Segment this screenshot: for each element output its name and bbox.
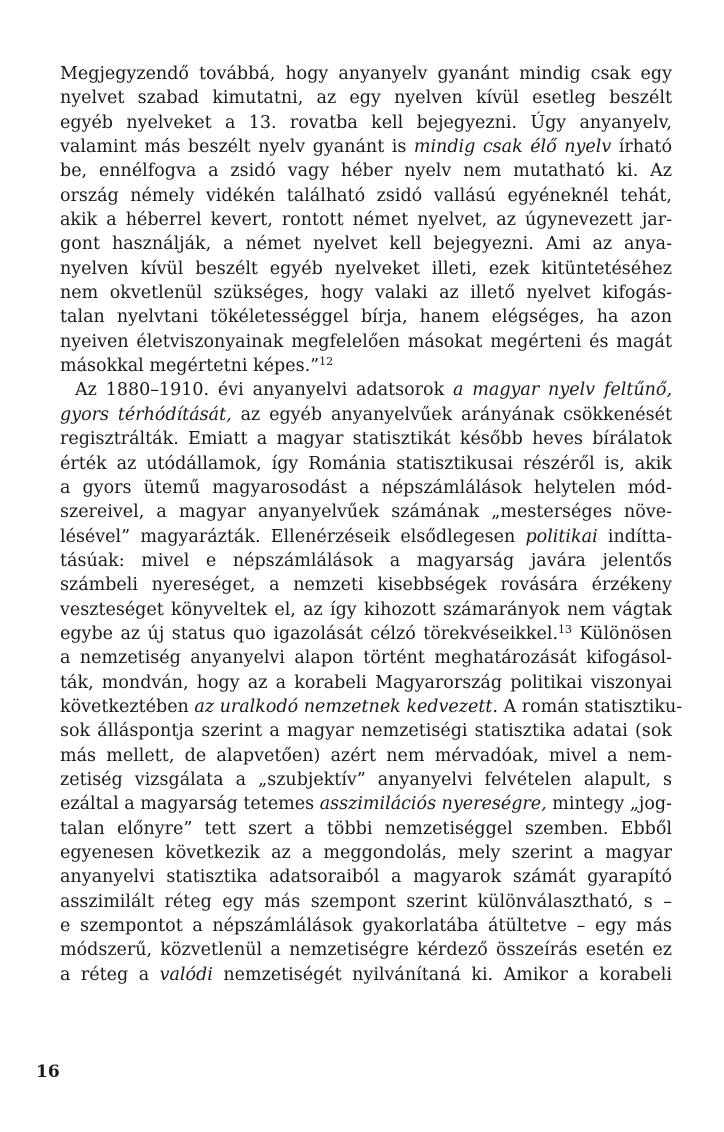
text-line: ták, mondván, hogy az a korabeli Magyarország politikai viszonyai xyxy=(60,672,672,693)
text-line: Az 1880–1910. évi anyanyelvi adatsorok a magyar nyelv feltűnő, xyxy=(75,380,673,401)
text-line: e szempontot a népszámlálások gyakorlatába átültetve – egy más xyxy=(60,916,672,937)
text-line: más mellett, de alapvetően) azért nem mérvadóak, mivel a nem- xyxy=(60,745,672,766)
text-line: másokkal megértetni képes.”$^{12}$ xyxy=(60,355,334,377)
text-line: regisztrálták. Emiatt a magyar statisztikát később heves bírálatok xyxy=(60,429,672,450)
text-line: asszimilált réteg egy más szempont szerint különválasztható, s – xyxy=(60,891,672,912)
text-line: nem okvetlenül szükséges, hogy valaki az illető nyelvet kifogás- xyxy=(60,283,672,304)
text-line: módszerű, közvetlenül a nemzetiségre kérdező összeírás esetén ez xyxy=(60,940,672,961)
text-line: érték az utódállamok, így Románia statisztikusai részéről is, akik xyxy=(60,453,672,474)
text-line: ország némely vidékén található zsidó vallású egyéneknél tehát, xyxy=(60,185,672,206)
page-number: 16 xyxy=(36,1062,60,1082)
text-line: számbeli nyereséget, a nemzeti kisebbségek rovására érzékeny xyxy=(60,575,672,596)
text-line: be, ennélfogva a zsidó vagy héber nyelv nem mutatható ki. Az xyxy=(60,161,672,182)
text-line: egyenesen következik az a meggondolás, mely szerint a magyar xyxy=(60,843,672,863)
text-line: gont használják, a német nyelvet kell bejegyezni. Ami az anya- xyxy=(60,234,672,255)
text-line: a réteg a valódi nemzetiségét nyilvánítaná ki. Amikor a korabeli xyxy=(60,964,672,985)
body-text xyxy=(60,62,683,987)
text-line: akik a héberrel kevert, rontott német nyelvet, az úgynevezett jar- xyxy=(60,210,672,231)
text-line: nyelvet szabad kimutatni, az egy nyelven kívül esetleg beszélt xyxy=(60,88,672,109)
text-line: nyelven kívül beszélt egyéb nyelveket illeti, ezek kitüntetéséhez xyxy=(60,258,672,279)
text-line: valamint más beszélt nyelv gyanánt is mindig csak élő nyelv írható xyxy=(60,137,672,158)
text-line: lésével” magyarázták. Ellenérzéseik elsődlegesen politikai indítta- xyxy=(60,526,672,547)
text-line: veszteséget könyveltek el, az így kihozott számarányok nem vágtak xyxy=(60,599,672,620)
text-line: nyeiven életviszonyainak megfelelően másokat megérteni és magát xyxy=(60,331,672,352)
text-line: zetiség vizsgálata a „szubjektív” anyanyelvi felvételen alapult, s xyxy=(60,769,672,790)
text-line: egybe az új status quo igazolását célzó törekvéseikkel.$^{13}$ Különösen xyxy=(60,622,672,644)
text-line: gyors térhódítását, az egyéb anyanyelvűek arányának csökkenését xyxy=(60,404,672,425)
text-line: a nemzetiség anyanyelvi alapon történt meghatározását kifogásol- xyxy=(60,648,672,669)
text-line: sok álláspontja szerint a magyar nemzetiségi statisztika adatai (sok xyxy=(60,721,672,742)
text-line: ezáltal a magyarság tetemes asszimilációs nyereségre, mintegy „jog- xyxy=(60,794,672,815)
text-line: Megjegyzendő továbbá, hogy anyanyelv gyanánt mindig csak egy xyxy=(60,64,672,84)
text-line: egyéb nyelveket a 13. rovatba kell bejegyezni. Úgy anyanyelv, xyxy=(60,112,672,133)
text-line: talan nyelvtani tökéletességgel bírja, hanem elégséges, ha azon xyxy=(60,307,672,328)
text-line: a gyors ütemű magyarosodást a népszámlálások helytelen mód- xyxy=(60,477,672,498)
text-line: következtében az uralkodó nemzetnek kedvezett. A román statisztiku- xyxy=(60,696,683,717)
text-line: tásúak: mivel e népszámlálások a magyarság javára jelentős xyxy=(60,550,672,571)
text-line: anyanyelvi statisztika adatsoraiból a magyarok számát gyarapító xyxy=(60,867,672,888)
text-line: szereivel, a magyar anyanyelvűek számának „mesterséges növe- xyxy=(60,502,672,523)
text-line: talan előnyre” tett szert a többi nemzetiséggel szemben. Ebből xyxy=(60,818,672,839)
